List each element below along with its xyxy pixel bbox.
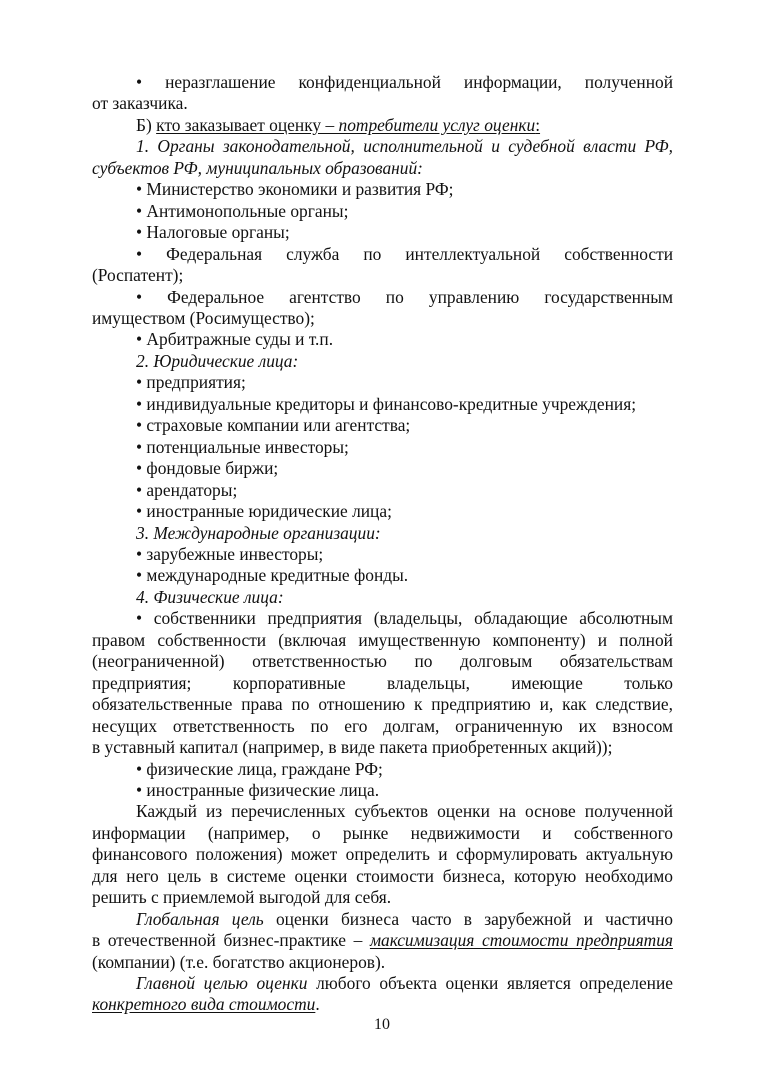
text-line bbox=[92, 115, 673, 136]
text-run: • физические лица, граждане РФ; bbox=[136, 758, 383, 779]
text-line bbox=[92, 973, 673, 994]
text-line bbox=[92, 308, 673, 329]
text-run: (Роспатент); bbox=[92, 265, 184, 286]
text-line bbox=[92, 716, 673, 737]
text-run: (компании) (т.е. богатство акционеров). bbox=[92, 951, 386, 972]
text-line bbox=[92, 801, 673, 822]
text-line bbox=[92, 158, 673, 179]
text-line bbox=[92, 458, 673, 479]
text-run: 4. Физические лица: bbox=[136, 586, 284, 607]
text-run: имуществом (Росимущество); bbox=[92, 307, 315, 328]
text-run: • Федеральная служба по интеллектуальной собственности bbox=[136, 243, 673, 264]
text-run: : bbox=[535, 114, 541, 135]
text-line bbox=[92, 694, 673, 715]
text-run: • Федеральное агентство по управлению государственным bbox=[136, 286, 673, 307]
text-run: • потенциальные инвесторы; bbox=[136, 436, 349, 457]
text-line bbox=[92, 93, 673, 114]
text-line bbox=[92, 823, 673, 844]
text-run: для него цель в системе оценки стоимости бизнеса, которую необходимо bbox=[92, 865, 673, 886]
text-line bbox=[92, 565, 673, 586]
text-run: • иностранные юридические лица; bbox=[136, 501, 392, 522]
text-run: • Антимонопольные органы; bbox=[136, 200, 349, 221]
text-line bbox=[92, 759, 673, 780]
text-line bbox=[92, 630, 673, 651]
text-run: • арендаторы; bbox=[136, 479, 238, 500]
text-line bbox=[92, 930, 673, 951]
text-run: • иностранные физические лица. bbox=[136, 779, 380, 800]
text-run: потребители услуг оценки bbox=[338, 114, 536, 135]
text-run: максимизация стоимости предприятия bbox=[369, 930, 673, 951]
text-run: несущих ответственность по его долгам, ограниченную их взносом bbox=[92, 715, 673, 736]
text-line bbox=[92, 265, 673, 286]
text-run: 1. Органы законодательной, исполнительной и судебной власти РФ, bbox=[136, 136, 673, 157]
text-line bbox=[92, 351, 673, 372]
text-run: • фондовые биржи; bbox=[136, 458, 279, 479]
text-line bbox=[92, 523, 673, 544]
text-run: Главной целью оценки bbox=[136, 973, 308, 994]
text-run: правом собственности (включая имущественную компоненту) и полной bbox=[92, 629, 673, 650]
text-line bbox=[92, 415, 673, 436]
text-run: решить с приемлемой выгодой для себя. bbox=[92, 887, 392, 908]
text-run: Глобальная цель bbox=[136, 908, 264, 929]
text-line bbox=[92, 72, 673, 93]
text-run: от заказчика. bbox=[92, 93, 188, 114]
text-line bbox=[92, 501, 673, 522]
text-run: финансового положения) может определить и сформулировать актуальную bbox=[92, 844, 673, 865]
text-run: • предприятия; bbox=[136, 372, 246, 393]
text-run: • международные кредитные фонды. bbox=[136, 565, 409, 586]
text-line bbox=[92, 651, 673, 672]
text-line bbox=[92, 201, 673, 222]
text-line bbox=[92, 994, 673, 1015]
page-body-text bbox=[92, 72, 673, 1016]
text-run: • собственники предприятия (владельцы, обладающие абсолютным bbox=[136, 608, 673, 629]
text-line bbox=[92, 673, 673, 694]
text-run: обязательственные права по отношению к предприятию и, как следствие, bbox=[92, 694, 673, 715]
text-line bbox=[92, 329, 673, 350]
text-line bbox=[92, 587, 673, 608]
text-run: . bbox=[315, 994, 320, 1015]
text-run: Б) bbox=[136, 114, 157, 135]
text-run: • Министерство экономики и развития РФ; bbox=[136, 179, 454, 200]
text-run: • зарубежные инвесторы; bbox=[136, 543, 324, 564]
text-line bbox=[92, 372, 673, 393]
text-run: 3. Международные организации: bbox=[136, 522, 381, 543]
text-run: 2. Юридические лица: bbox=[136, 350, 299, 371]
text-run: • страховые компании или агентства; bbox=[136, 415, 411, 436]
text-line bbox=[92, 844, 673, 865]
text-run: • Арбитражные суды и т.п. bbox=[136, 329, 334, 350]
text-run: информации (например, о рынке недвижимости и собственного bbox=[92, 822, 673, 843]
text-run: кто заказывает оценку – bbox=[156, 114, 339, 135]
text-line bbox=[92, 866, 673, 887]
text-line bbox=[92, 179, 673, 200]
text-line bbox=[92, 136, 673, 157]
text-line bbox=[92, 480, 673, 501]
text-line bbox=[92, 244, 673, 265]
text-line bbox=[92, 780, 673, 801]
text-line bbox=[92, 608, 673, 629]
text-run: любого объекта оценки является определение bbox=[307, 973, 673, 994]
text-run: субъектов РФ, муниципальных образований: bbox=[92, 157, 423, 178]
text-line bbox=[92, 544, 673, 565]
text-run: конкретного вида стоимости bbox=[92, 994, 316, 1015]
text-line bbox=[92, 952, 673, 973]
text-line bbox=[92, 737, 673, 758]
text-line bbox=[92, 437, 673, 458]
text-line bbox=[92, 222, 673, 243]
text-run: в отечественной бизнес-практике – bbox=[92, 930, 370, 951]
page-number: 10 bbox=[374, 1016, 390, 1033]
text-run: в уставный капитал (например, в виде пакета приобретенных акций)); bbox=[92, 737, 613, 758]
text-run: • Налоговые органы; bbox=[136, 222, 290, 243]
text-run: • неразглашение конфиденциальной информации, полученной bbox=[136, 72, 673, 92]
text-run: (неограниченной) ответственностью по долговым обязательствам bbox=[92, 651, 673, 672]
text-run: оценки бизнеса часто в зарубежной и частично bbox=[263, 908, 673, 929]
text-run: предприятия; корпоративные владельцы, имеющие только bbox=[92, 672, 673, 693]
text-line bbox=[92, 887, 673, 908]
text-line bbox=[92, 394, 673, 415]
text-run: Каждый из перечисленных субъектов оценки на основе полученной bbox=[136, 801, 673, 822]
text-line bbox=[92, 287, 673, 308]
text-run: • индивидуальные кредиторы и финансово-кредитные учреждения; bbox=[136, 393, 637, 414]
text-line bbox=[92, 909, 673, 930]
